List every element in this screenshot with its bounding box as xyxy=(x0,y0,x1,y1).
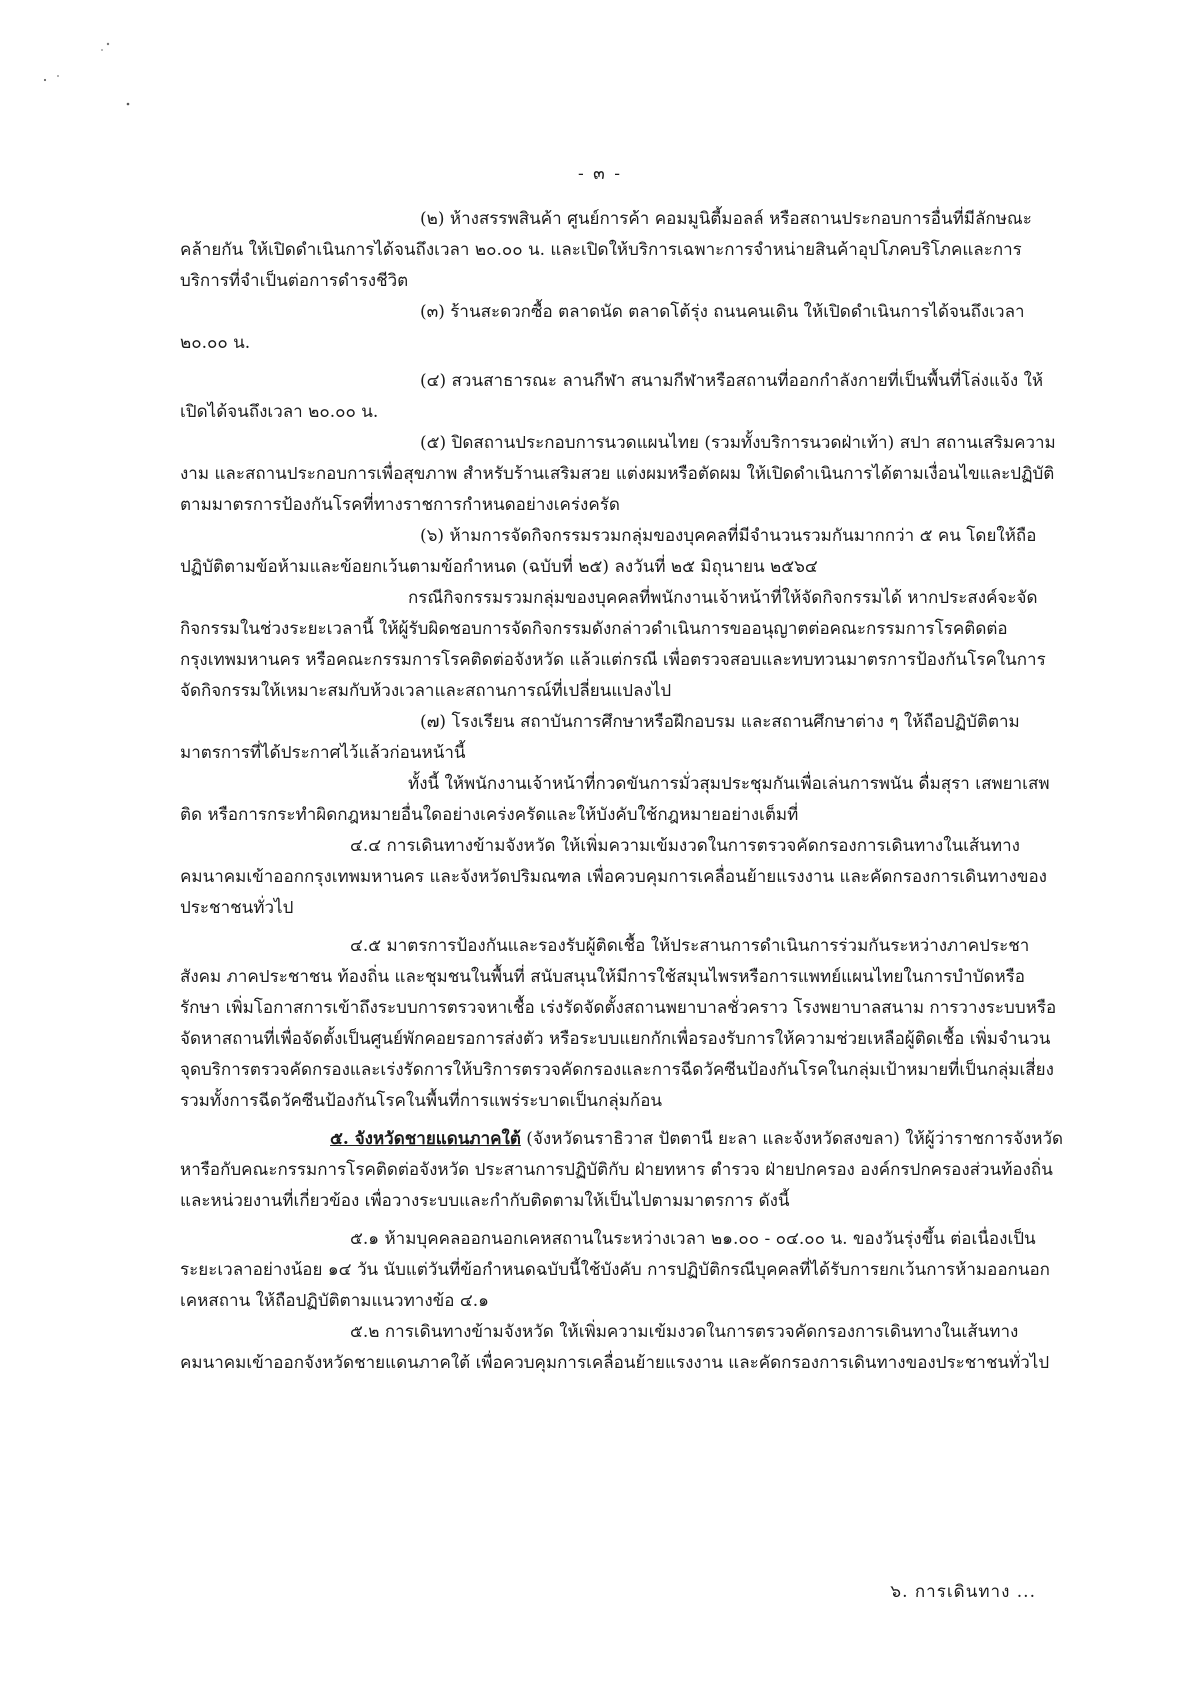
scan-speck-marks xyxy=(0,0,180,120)
paragraph-4-5: ๔.๕ มาตรการป้องกันและรองรับผู้ติดเชื้อ ให้ประสานการดำเนินการร่วมกันระหว่างภาคประชาสังคม ภาคประชาชน ท้องถิ่น และชุมชนในพื้นที่ สนับสนุนให้มีการใช้สมุนไพรหรือการแพทย์แผนไทยในการบำบัดหรือรักษา เพิ่มโอกาสการเข้าถึงระบบการตรวจหาเชื้อ เร่งรัดจัดตั้งสถานพยาบาลชั่วคราว โรงพยาบาลสนาม การวางระบบหรือจัดหาสถานที่เพื่อจัดตั้งเป็นศูนย์พักคอยรอการส่งตัว หรือระบบแยกกักเพื่อรองรับการให้ความช่วยเหลือผู้ติดเชื้อ เพิ่มจำนวนจุดบริการตรวจคัดกรองและเร่งรัดการให้บริการตรวจคัดกรองและการฉีดวัคซีนป้องกันโรคในกลุ่มเป้าหมายที่เป็นกลุ่มเสี่ยง รวมทั้งการฉีดวัคซีนป้องกันโรคในพื้นที่การแพร่ระบาดเป็นกลุ่มก้อน xyxy=(180,936,1057,1111)
paragraph-item-7: (๗) โรงเรียน สถาบันการศึกษาหรือฝึกอบรม และสถานศึกษาต่าง ๆ ให้ถือปฏิบัติตามมาตรการที่ได้ประกาศไว้แล้วก่อนหน้านี้ xyxy=(180,712,1020,763)
paragraph-item-3: (๓) ร้านสะดวกซื้อ ตลาดนัด ตลาดโต้รุ่ง ถนนคนเดิน ให้เปิดดำเนินการได้จนถึงเวลา ๒๐.๐๐ น. xyxy=(180,302,1025,353)
paragraph-item-5: (๕) ปิดสถานประกอบการนวดแผนไทย (รวมทั้งบริการนวดฝ่าเท้า) สปา สถานเสริมความงาม และสถานประกอบการเพื่อสุขภาพ สำหรับร้านเสริมสวย แต่งผมหรือตัดผม ให้เปิดดำเนินการได้ตามเงื่อนไขและปฏิบัติตามมาตรการป้องกันโรคที่ทางราชการกำหนดอย่างเคร่งครัด xyxy=(180,433,1056,515)
paragraph-5-1: ๕.๑ ห้ามบุคคลออกนอกเคหสถานในระหว่างเวลา ๒๑.๐๐ - ๐๔.๐๐ น. ของวันรุ่งขึ้น ต่อเนื่องเป็นระยะเวลาอย่างน้อย ๑๔ วัน นับแต่วันที่ข้อกำหนดฉบับนี้ใช้บังคับ การปฏิบัติกรณีบุคคลที่ได้รับการยกเว้นการห้ามออกนอกเคหสถาน ให้ถือปฏิบัติตามแนวทางข้อ ๔.๑ xyxy=(180,1229,1050,1311)
paragraph-item-2: (๒) ห้างสรรพสินค้า ศูนย์การค้า คอมมูนิตี้มอลล์ หรือสถานประกอบการอื่นที่มีลักษณะคล้ายกัน ให้เปิดดำเนินการได้จนถึงเวลา ๒๐.๐๐ น. และเปิดให้บริการเฉพาะการจำหน่ายสินค้าอุปโภคบริโภคและการบริการที่จำเป็นต่อการดำรงชีวิต xyxy=(180,209,1032,291)
paragraph-item-4: (๔) สวนสาธารณะ ลานกีฬา สนามกีฬาหรือสถานที่ออกกำลังกายที่เป็นพื้นที่โล่งแจ้ง ให้เปิดได้จนถึงเวลา ๒๐.๐๐ น. xyxy=(180,371,1044,422)
paragraph-5-2: ๕.๒ การเดินทางข้ามจังหวัด ให้เพิ่มความเข้มงวดในการตรวจคัดกรองการเดินทางในเส้นทางคมนาคมเข้าออกจังหวัดชายแดนภาคใต้ เพื่อควบคุมการเคลื่อนย้ายแรงงาน และคัดกรองการเดินทางของประชาชนทั่วไป xyxy=(180,1322,1050,1373)
document-body xyxy=(180,204,1064,1379)
paragraph-group-activity-permission: กรณีกิจกรรมรวมกลุ่มของบุคคลที่พนักงานเจ้าหน้าที่ให้จัดกิจกรรมได้ หากประสงค์จะจัดกิจกรรมในช่วงระยะเวลานี้ ให้ผู้รับผิดชอบการจัดกิจกรรมดังกล่าวดำเนินการขออนุญาตต่อคณะกรรมการโรคติดต่อกรุงเทพมหานคร หรือคณะกรรมการโรคติดต่อจังหวัด แล้วแต่กรณี เพื่อตรวจสอบและทบทวนมาตรการป้องกันโรคในการจัดกิจกรรมให้เหมาะสมกับห้วงเวลาและสถานการณ์ที่เปลี่ยนแปลงไป xyxy=(180,588,1046,701)
section-5-heading: ๕. จังหวัดชายแดนภาคใต้ xyxy=(330,1129,521,1149)
paragraph-4-4: ๔.๔ การเดินทางข้ามจังหวัด ให้เพิ่มความเข้มงวดในการตรวจคัดกรองการเดินทางในเส้นทางคมนาคมเข้าออกกรุงเทพมหานคร และจังหวัดปริมณฑล เพื่อควบคุมการเคลื่อนย้ายแรงงาน และคัดกรองการเดินทางของประชาชนทั่วไป xyxy=(180,836,1047,918)
continuation-marker: ๖. การเดินทาง ... xyxy=(890,1582,1036,1602)
page-number: - ๓ - xyxy=(578,164,622,184)
section-5-intro: ๕. จังหวัดชายแดนภาคใต้ (จังหวัดนราธิวาส ปัตตานี ยะลา และจังหวัดสงขลา) ให้ผู้ว่าราชการจังหวัดหารือกับคณะกรรมการโรคติดต่อจังหวัด ประสานการปฏิบัติกับ ฝ่ายทหาร ตำรวจ ฝ่ายปกครอง องค์กรปกครองส่วนท้องถิ่น และหน่วยงานที่เกี่ยวข้อง เพื่อวางระบบและกำกับติดตามให้เป็นไปตามมาตรการ ดังนี้ xyxy=(180,1129,1064,1211)
paragraph-item-6: (๖) ห้ามการจัดกิจกรรมรวมกลุ่มของบุคคลที่มีจำนวนรวมกันมากกว่า ๕ คน โดยให้ถือปฏิบัติตามข้อห้ามและข้อยกเว้นตามข้อกำหนด (ฉบับที่ ๒๕) ลงวันที่ ๒๕ มิถุนายน ๒๕๖๔ xyxy=(180,526,1037,577)
paragraph-enforcement-note: ทั้งนี้ ให้พนักงานเจ้าหน้าที่กวดขันการมั่วสุมประชุมกันเพื่อเล่นการพนัน ดื่มสุรา เสพยาเสพติด หรือการกระทำผิดกฎหมายอื่นใดอย่างเคร่งครัดและให้บังคับใช้กฎหมายอย่างเต็มที่ xyxy=(180,774,1050,825)
